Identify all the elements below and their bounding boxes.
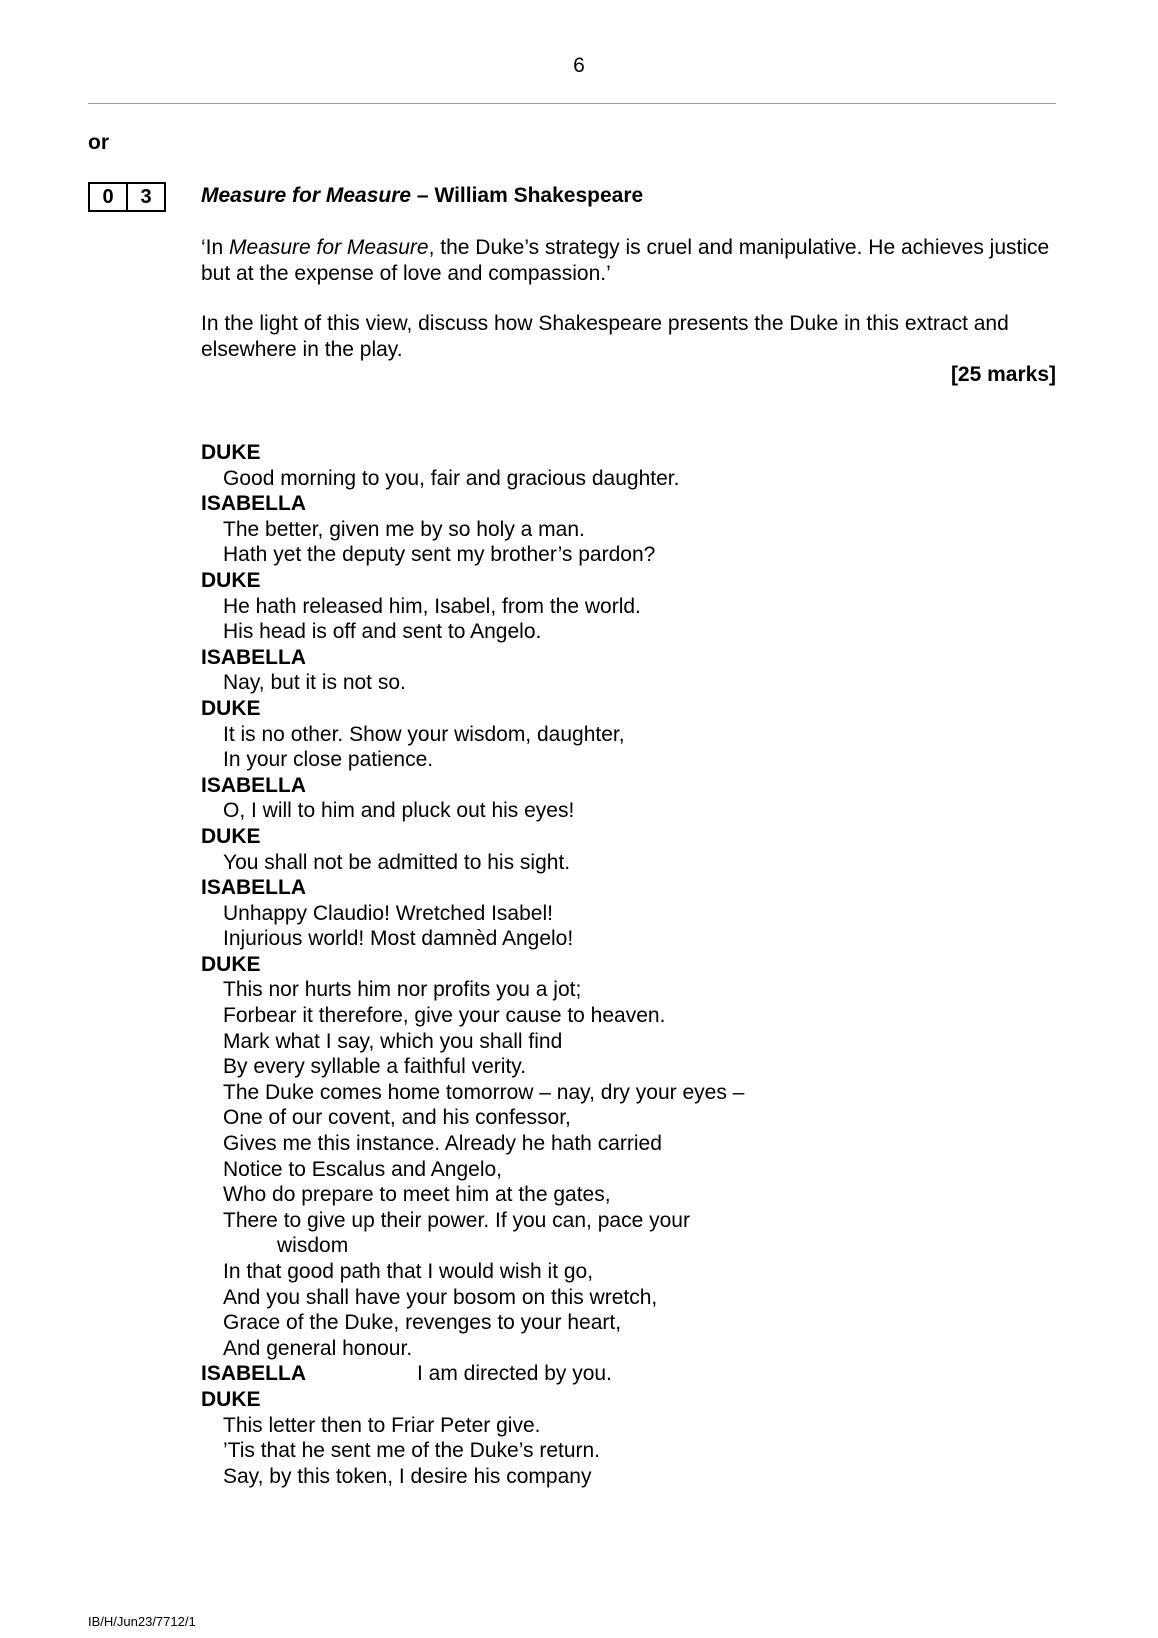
question-task: In the light of this view, discuss how Shakespeare presents the Duke in this extract and elsewhere in the play.	[201, 312, 1009, 361]
quote-open: ‘In	[201, 236, 230, 259]
speech-line: O, I will to him and pluck out his eyes!	[223, 799, 575, 823]
speech-line: ’Tis that he sent me of the Duke’s return.	[223, 1439, 601, 1463]
speech-line: Notice to Escalus and Angelo,	[223, 1157, 503, 1181]
page-number: 6	[573, 54, 585, 77]
speaker-name: DUKE	[201, 824, 261, 848]
speech-line: Nay, but it is not so.	[223, 671, 406, 695]
or-label: or	[88, 131, 109, 154]
speech-line: In that good path that I would wish it go,	[223, 1260, 594, 1283]
question-digit: 0	[102, 186, 114, 208]
speech-line: Who do prepare to meet him at the gates,	[223, 1183, 611, 1207]
speech-line: Injurious world! Most damnèd Angelo!	[223, 927, 574, 951]
speech-line: Mark what I say, which you shall find	[223, 1029, 563, 1053]
speaker-name: DUKE	[201, 696, 261, 720]
speech-line: In your close patience.	[223, 748, 434, 772]
speech-line: Grace of the Duke, revenges to your heart,	[223, 1311, 622, 1335]
speech-line: Gives me this instance. Already he hath carried	[223, 1132, 662, 1156]
speaker-name: ISABELLA	[201, 492, 306, 516]
speech-line: This nor hurts him nor profits you a jot;	[223, 978, 582, 1002]
speech-line: And you shall have your bosom on this wretch,	[223, 1285, 658, 1309]
question-quote	[201, 235, 1056, 286]
speech-line: The better, given me by so holy a man.	[223, 517, 585, 541]
speech-line: This letter then to Friar Peter give.	[223, 1413, 541, 1437]
speech-line: His head is off and sent to Angelo.	[223, 620, 542, 644]
speaker-name: ISABELLA	[201, 1362, 306, 1386]
play-extract	[201, 440, 744, 1489]
speech-line: I am directed by you.	[417, 1362, 612, 1386]
page-footer-code: IB/H/Jun23/7712/1	[88, 1614, 196, 1629]
speech-line: One of our covent, and his confessor,	[223, 1106, 571, 1130]
speech-line: There to give up their power. If you can, pace your	[223, 1208, 690, 1232]
speaker-name: DUKE	[201, 568, 261, 592]
speaker-name: DUKE	[201, 952, 261, 976]
speech-line: Good morning to you, fair and gracious daughter.	[223, 466, 680, 490]
speech-line: He hath released him, Isabel, from the world.	[223, 594, 641, 618]
speech-line: wisdom	[277, 1234, 349, 1258]
speech-line: By every syllable a faithful verity.	[223, 1055, 527, 1079]
marks-label: [25 marks]	[950, 363, 1056, 386]
question-title	[201, 184, 643, 208]
speech-line: You shall not be admitted to his sight.	[223, 850, 571, 874]
speech-inline	[201, 1361, 744, 1387]
quote-text: , the Duke’s strategy is cruel and manipulative. He achieves justice but at the expense of love and compassion.’	[201, 236, 1050, 285]
question-work-title: Measure for Measure	[201, 184, 412, 207]
speaker-name: ISABELLA	[201, 773, 306, 797]
speech-line: Unhappy Claudio! Wretched Isabel!	[223, 901, 553, 925]
speaker-name: ISABELLA	[201, 876, 306, 900]
question-digit: 3	[126, 184, 164, 210]
question-number-box	[88, 182, 166, 212]
quote-work-title: Measure for Measure	[229, 236, 429, 259]
speech-line: It is no other. Show your wisdom, daughter,	[223, 722, 625, 746]
speech-line: Hath yet the deputy sent my brother’s pardon?	[223, 543, 656, 567]
speaker-name: DUKE	[201, 441, 261, 464]
speaker-name: ISABELLA	[201, 645, 306, 669]
speech-line: Say, by this token, I desire his company	[223, 1464, 592, 1488]
speech-line: Forbear it therefore, give your cause to heaven.	[223, 1004, 666, 1028]
header-rule	[88, 103, 1056, 104]
speech-line: The Duke comes home tomorrow – nay, dry your eyes –	[223, 1080, 745, 1104]
speech-line: And general honour.	[223, 1336, 413, 1360]
question-author: – William Shakespeare	[411, 184, 644, 207]
speaker-name: DUKE	[201, 1387, 261, 1411]
